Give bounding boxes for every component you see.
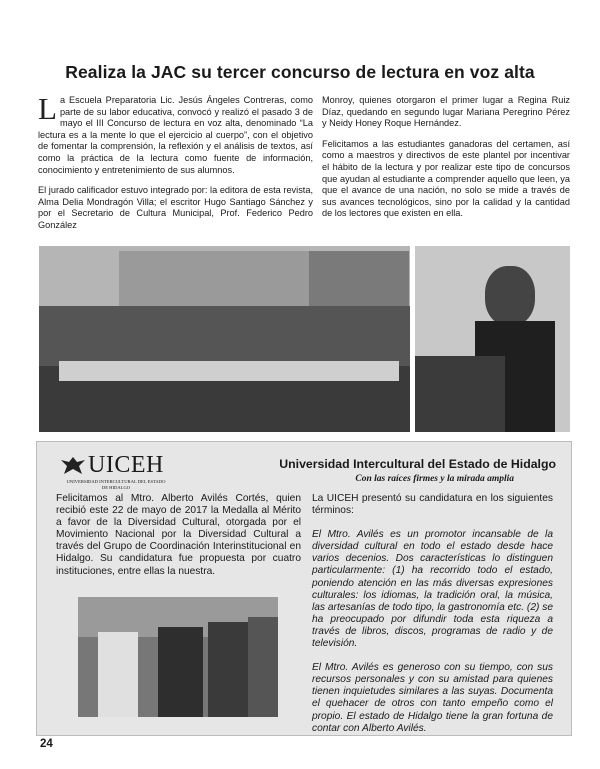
article-paragraph: Felicitamos a las estudiantes ganadoras del certamen, así como a maestros y directivos de este plantel por incentivar el hábito de la lectura y por realizar este tipo de concursos que ayudan al estudiante a comprender aquello que leen, ya que el avance de una nación, no solo se mide a través de sus avances tecnológicos, sino por la calidad y la cantidad de los lectores que existen en ella. <box>322 138 570 219</box>
uiceh-paragraph: Felicitamos al Mtro. Alberto Avilés Cortés, quien recibió este 22 de mayo de 2017 la Medalla al Mérito a favor de la Diversidad Cultural, otorgada por el Movimiento Nacional por la Diversidad Cultural a través del Grupo de Coordinación Interinstitucional en Hidalgo. Su candidatura fue propuesta por cuatro instituciones, entre ellas la nuestra. <box>56 493 301 577</box>
uiceh-paragraph: El Mtro. Avilés es generoso con su tiempo, con sus recursos personales y con su amistad para quienes tienen inquietudes similares a las suyas. Documenta el quehacer de otros con tanto empeño como el propio. El estado de Hidalgo tiene la gran fortuna de contar con Alberto Avilés. <box>312 662 553 734</box>
eagle-emblem-icon <box>60 454 86 478</box>
uiceh-paragraph: El Mtro. Avilés es un promotor incansable de la diversidad cultural en todo el estado desde hace varios decenios. Dos características lo distinguen particularmente: (1) ha recorrido todo el estado, poniendo atención en las más diversas expresiones culturales: los idiomas, la tradición oral, la música, las artesanías de todo tipo, la gastronomía etc. (2) se ha preocupado por difundir toda esta riqueza a través de libros, discos, programas de radio y de televisión. <box>312 529 553 650</box>
section-title: Universidad Intercultural del Estado de Hidalgo <box>279 457 556 471</box>
photo-jury-table <box>39 246 410 432</box>
article-title: Realiza la JAC su tercer concurso de lectura en voz alta <box>65 62 535 82</box>
drop-cap: L <box>38 91 57 126</box>
logo-subtext: UNIVERSIDAD INTERCULTURAL DEL ESTADO DE HIDALGO <box>66 479 166 490</box>
article-paragraph: Monroy, quienes otorgaron el primer lugar a Regina Ruiz Díaz, quedando en segundo lugar Mariana Peregrino Pérez y Neidy Honey Roque Hernández. <box>322 95 570 129</box>
article-paragraph: El jurado calificador estuvo integrado por: la editora de esta revista, Alma Delia Mondragón Villa; el escritor Hugo Santiago Sánchez y por el Secretario de Cultura Municipal, Prof. Federico Pedro González <box>38 185 313 230</box>
article-column-left <box>38 91 313 241</box>
photo-student-lectern <box>415 246 570 432</box>
uiceh-logo <box>60 452 168 492</box>
paragraph-text: a Escuela Preparatoria Lic. Jesús Ángeles Contreras, como parte de su labor educativa, convocó y realizó el pasado 3 de mayo el III Concurso de lectura en voz alta, denominado “La lectura es a la mente lo que el ejercicio al cuerpo”, con el objetivo de fomentar la comprensión, la reflexión y el análisis de textos, así como la práctica de la lectura como fuente de información, conocimiento y entretenimiento de sus alumnos. <box>38 95 313 175</box>
uiceh-column-right <box>312 493 553 747</box>
uiceh-column-left <box>56 493 301 590</box>
page-number: 24 <box>40 738 53 750</box>
article-column-right <box>322 95 570 229</box>
photo-award <box>78 597 278 717</box>
logo-text: UICEH <box>88 452 164 478</box>
article-paragraph <box>38 91 313 176</box>
uiceh-paragraph: La UICEH presentó su candidatura en los siguientes términos: <box>312 493 553 517</box>
section-subtitle: Con las raíces firmes y la mirada amplia <box>355 474 514 484</box>
